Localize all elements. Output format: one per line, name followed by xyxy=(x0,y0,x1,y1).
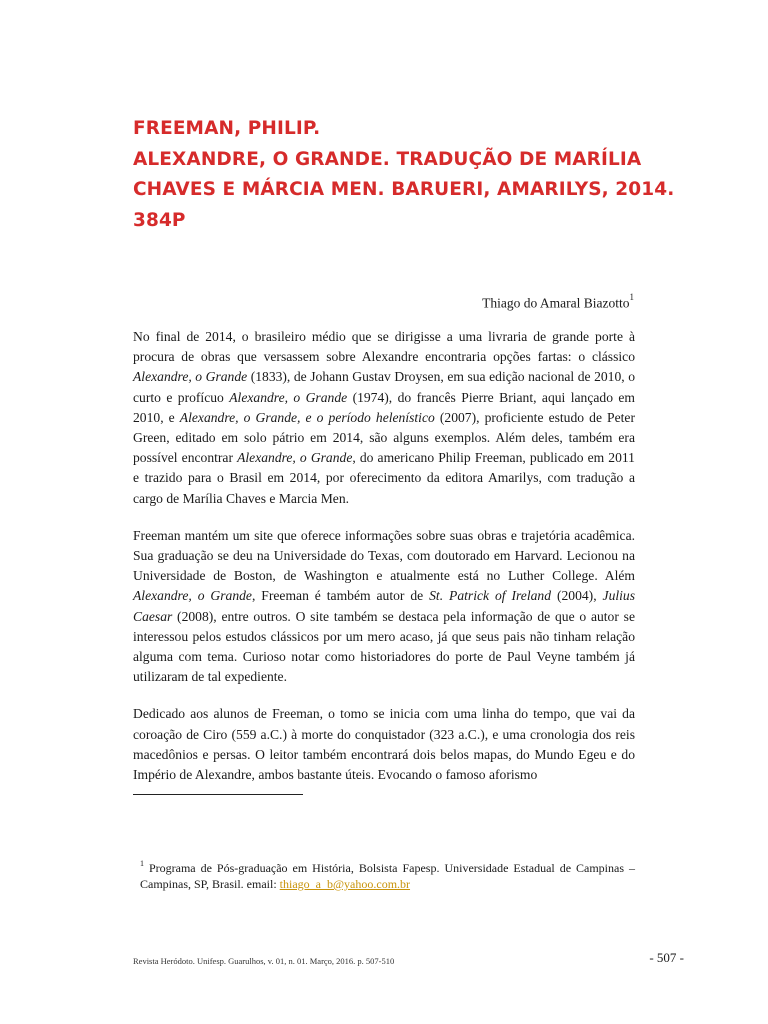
book-title: Alexandre, o Grande xyxy=(133,588,252,604)
review-title xyxy=(133,114,693,236)
paragraph-2 xyxy=(133,526,635,688)
text-run: (2008), entre outros. O site também se destaca pela informação de que o autor se interessou pelos estudos clássicos por um mero acaso, já que seus pais não tinham relação alguma com tema. Curioso notar como historiadores do porte de Paul Veyne também já utilizaram de tal expediente. xyxy=(133,608,635,685)
title-line-2: ALEXANDRE, O GRANDE. TRADUÇÃO DE MARÍLIA xyxy=(133,148,642,170)
text-run: (1833), de Johann Gustav Droysen, em sua edição nacional de 2010, o curto e profícuo xyxy=(133,369,635,405)
text-run: , Freeman é também autor de xyxy=(251,588,430,604)
footnote-divider xyxy=(133,794,303,795)
text-run: (1974), do francês Pierre Briant, aqui lançado em 2010, e xyxy=(133,389,635,425)
text-run: No final de 2014, o brasileiro médio que se dirigisse a uma livraria de grande porte à procura de obras que versassem sobre Alexandre encontraria opções fartas: o clássico xyxy=(133,329,635,365)
book-title: Alexandre, o Grande xyxy=(237,450,353,466)
paragraph-1 xyxy=(133,327,635,509)
text-run: (2004), xyxy=(551,588,603,604)
text-run: , do americano Philip Freeman, publicado em 2011 e trazido para o Brasil em 2014, por oferecimento da editora Amarilys, com tradução a cargo de Marília Chaves e Marcia Men. xyxy=(133,450,635,506)
body-text xyxy=(133,327,635,785)
title-line-1: FREEMAN, PHILIP. xyxy=(133,118,321,139)
book-title: Julius Caesar xyxy=(133,588,636,624)
text-run: Freeman mantém um site que oferece informações sobre suas obras e trajetória acadêmica. Sua graduação se deu na Universidade do Texas, com doutorado em Harvard. Lecionou na Universidade de Boston, de Washington e atualmente está no Luther College. Além xyxy=(133,527,635,584)
author-footnote-mark[interactable]: 1 xyxy=(629,292,634,302)
title-line-3: CHAVES E MÁRCIA MEN. BARUERI, AMARILYS, 2014. xyxy=(133,179,675,200)
author-line xyxy=(482,290,634,313)
email-link[interactable]: thiago_a_b@yahoo.com.br xyxy=(279,877,411,891)
footnote-1 xyxy=(140,857,635,892)
paragraph-3 xyxy=(133,704,635,785)
footnote-text: Programa de Pós-graduação em História, Bolsista Fapesp. Universidade Estadual de Campinas – Campinas, SP, Brasil. email: xyxy=(140,861,635,891)
author-name: Thiago do Amaral Biazotto xyxy=(482,295,630,311)
text-run: (2007), proficiente estudo de Peter Green, editado em solo pátrio em 2014, são alguns exemplos. Além deles, também era possível encontrar xyxy=(133,409,635,466)
book-title: Alexandre, o Grande xyxy=(133,369,248,385)
book-title: Alexandre, o Grande xyxy=(229,389,348,405)
journal-footer: Revista Heródoto. Unifesp. Guarulhos, v. 01, n. 01. Março, 2016. p. 507-510 xyxy=(133,956,395,966)
book-title: St. Patrick of Ireland xyxy=(429,588,552,604)
text-run: Dedicado aos alunos de Freeman, o tomo se inicia com uma linha do tempo, que vai da coroação de Ciro (559 a.C.) à morte do conquistador (323 a.C.), e uma cronologia dos reis macedônios e persas. O leitor também encontrará dois belos mapas, do Mundo Egeu e do Império de Alexandre, ambos bastante úteis. Evocando o famoso aforismo xyxy=(133,706,635,783)
book-title: Alexandre, o Grande, e o período helenístico xyxy=(179,409,435,425)
page-number: - 507 - xyxy=(649,950,684,965)
footnote-mark: 1 xyxy=(140,859,144,868)
title-line-4: 384P xyxy=(133,209,186,231)
